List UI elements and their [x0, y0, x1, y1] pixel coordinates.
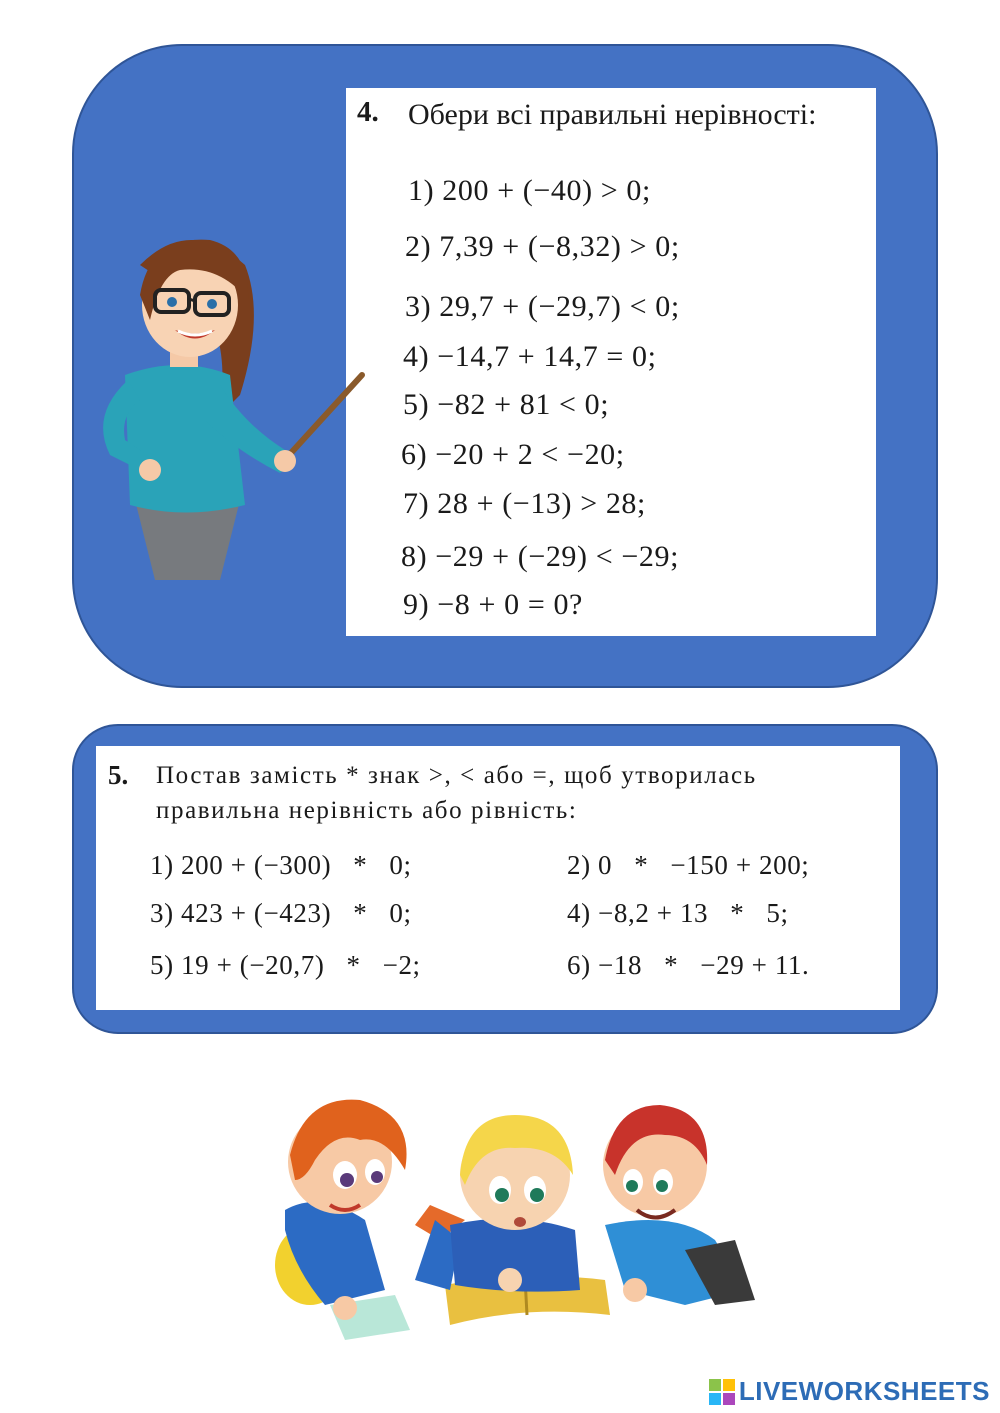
task4-item-5[interactable]: 5) −82 + 81 < 0; — [403, 388, 610, 421]
task4-item-4[interactable]: 4) −14,7 + 14,7 = 0; — [403, 340, 657, 373]
task4-item-1[interactable]: 1) 200 + (−40) > 0; — [408, 174, 651, 207]
kids-reading-illustration — [265, 1090, 765, 1340]
task5-instruction-line1: Постав замість * знак >, < або =, щоб утворилась — [156, 762, 757, 789]
task5-item-4[interactable]: 4) −8,2 + 13 * 5; — [567, 898, 789, 928]
task5-item-6[interactable]: 6) −18 * −29 + 11. — [567, 950, 810, 980]
task4-item-8[interactable]: 8) −29 + (−29) < −29; — [401, 540, 680, 573]
task4-item-9[interactable]: 9) −8 + 0 = 0? — [403, 588, 583, 621]
task5-number: 5. — [108, 760, 129, 790]
teacher-illustration — [80, 225, 370, 590]
liveworksheets-logo-text: LIVEWORKSHEETS — [738, 1376, 990, 1406]
task5-item-2[interactable]: 2) 0 * −150 + 200; — [567, 850, 810, 880]
liveworksheets-logo-icon — [709, 1379, 735, 1405]
liveworksheets-logo[interactable] — [709, 1376, 990, 1407]
task4-item-7[interactable]: 7) 28 + (−13) > 28; — [403, 487, 646, 520]
task4-title: Обери всі правильні нерівності: — [408, 98, 817, 131]
task4-number: 4. — [357, 96, 379, 128]
task4-item-6[interactable]: 6) −20 + 2 < −20; — [401, 438, 625, 471]
task4-item-2[interactable]: 2) 7,39 + (−8,32) > 0; — [405, 230, 680, 263]
task5-item-1[interactable]: 1) 200 + (−300) * 0; — [150, 850, 412, 880]
task5-item-3[interactable]: 3) 423 + (−423) * 0; — [150, 898, 412, 928]
task5-item-5[interactable]: 5) 19 + (−20,7) * −2; — [150, 950, 421, 980]
task5-instruction-line2: правильна нерівність або рівність: — [156, 797, 578, 824]
task4-item-3[interactable]: 3) 29,7 + (−29,7) < 0; — [405, 290, 680, 323]
